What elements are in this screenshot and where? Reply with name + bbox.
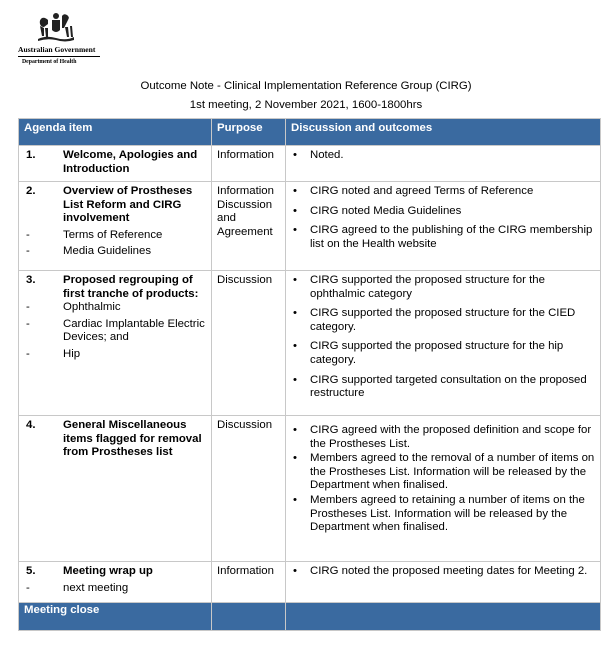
- outcomes-cell: [286, 416, 601, 562]
- agenda-number: 4.: [26, 419, 36, 431]
- agenda-cell: [19, 416, 212, 562]
- agenda-cell: [19, 182, 212, 271]
- agenda-title: Proposed regrouping of first tranche of products:: [63, 274, 199, 300]
- table-header-row: [19, 119, 601, 146]
- agenda-title: Meeting wrap up: [63, 565, 153, 577]
- outcome-item: • CIRG agreed to the publishing of the CIRG membership list on the Health website: [310, 224, 596, 251]
- header-discussion-outcomes: Discussion and outcomes: [286, 119, 601, 146]
- meeting-close-row: [19, 603, 601, 631]
- agenda-number: 2.: [26, 185, 36, 197]
- logo-divider: [18, 56, 100, 57]
- logo-department-text: Department of Health: [22, 59, 77, 65]
- agenda-cell: [19, 146, 212, 182]
- table-row: [19, 416, 601, 562]
- outcomes-cell: [286, 146, 601, 182]
- agenda-cell: [19, 562, 212, 603]
- outcomes-cell: [286, 271, 601, 416]
- coat-of-arms-icon: [36, 12, 76, 44]
- purpose-cell: Discussion: [212, 271, 286, 416]
- agenda-number: 5.: [26, 565, 36, 577]
- outcome-item: • Noted.: [310, 149, 596, 163]
- outcome-item: • CIRG supported the proposed structure for the CIED category.: [310, 307, 596, 334]
- outcome-item: • Members agreed to retaining a number of items on the Prostheses List. Information will be released by the Department when finalised.: [310, 494, 596, 535]
- outcome-item: • CIRG supported targeted consultation on the proposed restructure: [310, 374, 596, 401]
- outcomes-table: [18, 118, 601, 631]
- agenda-subitem: - Terms of Reference: [26, 228, 163, 241]
- meeting-close-label: Meeting close: [24, 604, 100, 616]
- outcomes-cell: [286, 562, 601, 603]
- purpose-cell: Information Discussion and Agreement: [212, 182, 286, 271]
- meeting-close-purpose-cell: [212, 603, 286, 631]
- purpose-cell: Information: [212, 146, 286, 182]
- outcome-item: • CIRG supported the proposed structure for the hip category.: [310, 340, 596, 367]
- agenda-subitem: - Media Guidelines: [26, 245, 152, 258]
- australian-government-logo: [14, 12, 104, 68]
- purpose-cell: Information: [212, 562, 286, 603]
- agenda-title: General Miscellaneous items flagged for removal from Prostheses list: [63, 419, 202, 459]
- header-purpose: Purpose: [212, 119, 286, 146]
- table-row: [19, 562, 601, 603]
- table-row: [19, 146, 601, 182]
- agenda-number: 3.: [26, 274, 36, 286]
- agenda-subitem: - Ophthalmic: [26, 301, 121, 314]
- agenda-subitem: - Hip: [26, 347, 81, 360]
- outcome-item: • CIRG noted the proposed meeting dates for Meeting 2.: [310, 565, 596, 579]
- agenda-number: 1.: [26, 149, 36, 161]
- meeting-details: 1st meeting, 2 November 2021, 1600-1800hrs: [189, 99, 423, 111]
- agenda-cell: [19, 271, 212, 416]
- table-row: [19, 182, 601, 271]
- meeting-close-cell: [19, 603, 212, 631]
- outcome-item: • Members agreed to the removal of a number of items on the Prostheses List. Information will be released by the Department when finalised.: [310, 452, 596, 493]
- outcome-item: • CIRG noted Media Guidelines: [310, 205, 596, 219]
- document-title: Outcome Note - Clinical Implementation Reference Group (CIRG): [140, 80, 472, 92]
- outcome-item: • CIRG agreed with the proposed definition and scope for the Prostheses List.: [310, 424, 596, 451]
- purpose-cell: Discussion: [212, 416, 286, 562]
- meeting-close-outcomes-cell: [286, 603, 601, 631]
- outcome-item: • CIRG noted and agreed Terms of Reference: [310, 185, 596, 199]
- agenda-subitem: - Cardiac Implantable Electric Devices; and: [26, 317, 205, 344]
- logo-government-text: Australian Government: [18, 45, 96, 54]
- agenda-subitem: - next meeting: [26, 581, 129, 594]
- agenda-title: Welcome, Apologies and Introduction: [63, 149, 198, 175]
- header-agenda-item: Agenda item: [19, 119, 212, 146]
- outcome-item: • CIRG supported the proposed structure for the ophthalmic category: [310, 274, 596, 301]
- table-row: [19, 271, 601, 416]
- agenda-title: Overview of Prostheses List Reform and CIRG involvement: [63, 185, 193, 225]
- outcomes-cell: [286, 182, 601, 271]
